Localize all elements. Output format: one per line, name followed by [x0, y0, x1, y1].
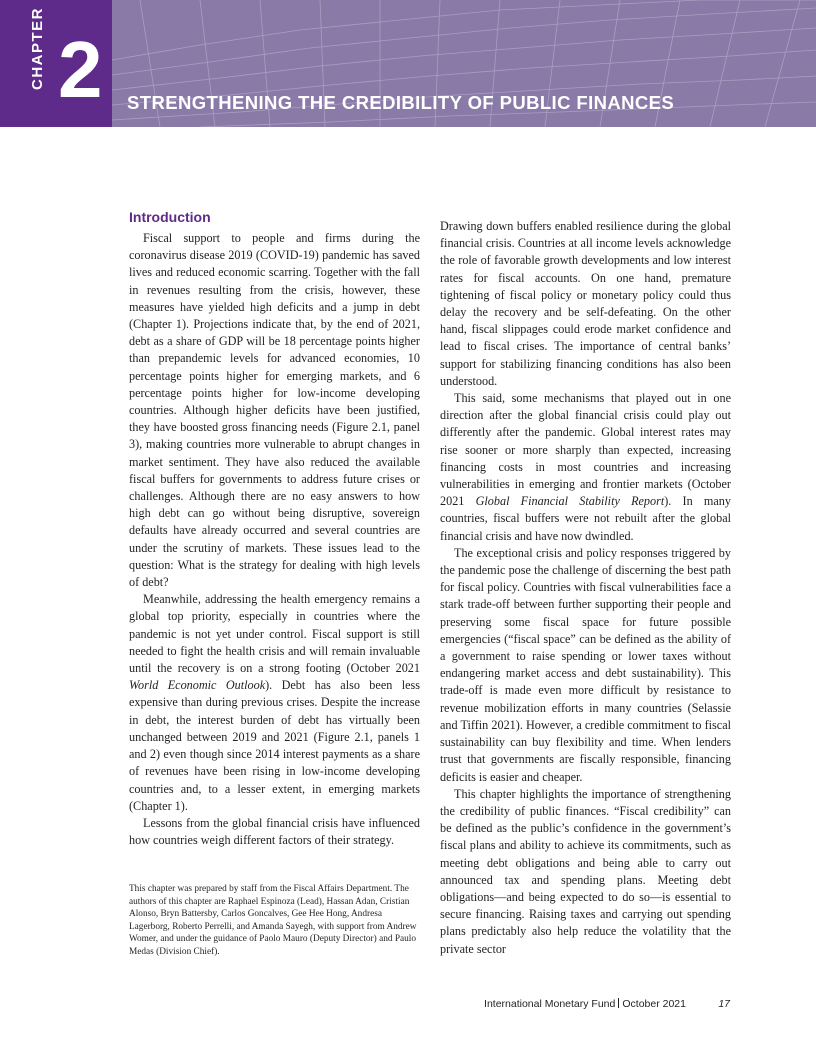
paragraph: Drawing down buffers enabled resilience during the global financial crisis. Countries at all income levels acknowledge the role of favorable growth developments and low interest rates for fiscal accounts. On one hand, premature tightening of fiscal policy or monetary policy could thus delay the recovery and be self-defeating. On the other hand, fiscal slippages could erode market confidence and lead to fiscal crises. The importance of central banks’ support for stabilizing financing conditions has also been understood.	[440, 219, 731, 388]
left-column	[129, 207, 420, 849]
paragraph	[129, 591, 420, 815]
text-run: This said, some mechanisms that played out in one direction after the global financial crisis could play out differently after the pandemic. Global interest rates may rise sooner or more sharply than expected, increasing financing costs in most countries and increasing vulnerabilities in emerging and frontier markets (October 2021	[440, 391, 731, 509]
section-heading-introduction: Introduction	[129, 209, 211, 225]
chapter-badge	[0, 0, 112, 127]
citation-title: World Economic Outlook	[129, 678, 266, 693]
text-run: Meanwhile, addressing the health emergency remains a global top priority, especially in countries where the pandemic is not yet under control. Fiscal support is still needed to fight the health crisis and will remain invaluable until the recovery is on a strong footing (October 2021	[129, 592, 420, 676]
citation-title: Global Financial Stability Report	[475, 494, 665, 509]
footer-publication	[484, 998, 686, 1010]
paragraph: Lessons from the global financial crisis have influenced how countries weigh different factors of their strategy.	[129, 815, 420, 848]
chapter-label: CHAPTER	[29, 6, 46, 90]
footer-publisher: International Monetary Fund	[484, 998, 616, 1010]
footnote: This chapter was prepared by staff from the Fiscal Affairs Department. The authors of this chapter are Raphael Espinoza (Lead), Hassan Adan, Cristian Alonso, Bryn Battersby, Carlos Goncalves, Gee Hee Hong, Andresa Lagerborg, Roberto Perrelli, and Amanda Sayegh, with support from Andrew Womer, and under the guidance of Paolo Mauro (Deputy Director) and Paulo Medas (Division Chief).	[129, 884, 417, 957]
chapter-number: 2	[58, 25, 101, 114]
chapter-title: STRENGTHENING THE CREDIBILITY OF PUBLIC FINANCES	[127, 92, 675, 113]
right-column	[440, 218, 731, 958]
page-number: 17	[718, 998, 730, 1010]
paragraph: The exceptional crisis and policy responses triggered by the pandemic pose the challenge of discerning the best path for fiscal policy. Countries with fiscal vulnerabilities face a stark trade-off between further supporting their people and preserving some fiscal space for future possible emergencies (“fiscal space” can be defined as the ability of a government to raise spending or lower taxes without endangering market access and debt sustainability). This trade-off is made even more difficult by resistance to revenue mobilization efforts in many countries (Selassie and Tiffin 2021). However, a credible commitment to fiscal sustainability can buy flexibility and time. When lenders trust that governments are fiscally responsible, financing deficits is easier and cheaper.	[440, 545, 731, 784]
paragraph: This chapter highlights the importance of strengthening the credibility of public finances. “Fiscal credibility” can be defined as the public’s confidence in the government’s fiscal plans and ability to achieve its commitments, such as meeting debt obligations and being able to carry out announced tax and spending plans. Meeting debt obligations—and being expected to do so—is essential to secure financing. Raising taxes and carrying out spending plans predictably also help reduce the volatility that the private sector	[440, 786, 731, 956]
paragraph	[440, 390, 731, 545]
paragraph: Fiscal support to people and firms during the coronavirus disease 2019 (COVID-19) pandemic has saved lives and reduced economic scarring. Together with the fall in revenues resulting from the crisis, however, these measures have yielded high deficits and a jump in debt (Chapter 1). Projections indicate that, by the end of 2021, debt as a share of GDP will be 18 percentage points higher than prepandemic levels for advanced economies, 10 percentage points higher for emerging markets, and 6 percentage points higher for low-income developing countries. Although higher deficits have been justified, they have boosted gross financing needs (Figure 2.1, panel 3), making countries more vulnerable to abrupt changes in market sentiment. They have also reduced the available fiscal buffers for governments to address future crises or challenges. Although there are no easy answers to how high debt can go without being disruptive, sovereign defaults have already occurred and several countries are under the scrutiny of markets. These issues lead to the question: What is the strategy for dealing with high levels of debt?	[129, 231, 420, 590]
footer-date: October 2021	[622, 998, 686, 1010]
text-run: ). Debt has also been less expensive than during previous crises. Despite the increase in debt, the interest burden of debt has virtually been unchanged between 2019 and 2021 (Figure 2.1, panels 1 and 2) even though since 2014 interest payments as a share of revenues have been rising in low-income developing countries and, to a lesser extent, in emerging markets (Chapter 1).	[129, 678, 420, 813]
text-run: ). In many countries, fiscal buffers were not rebuilt after the global financial crisis and have now dwindled.	[440, 494, 731, 543]
footer-divider	[618, 998, 619, 1008]
